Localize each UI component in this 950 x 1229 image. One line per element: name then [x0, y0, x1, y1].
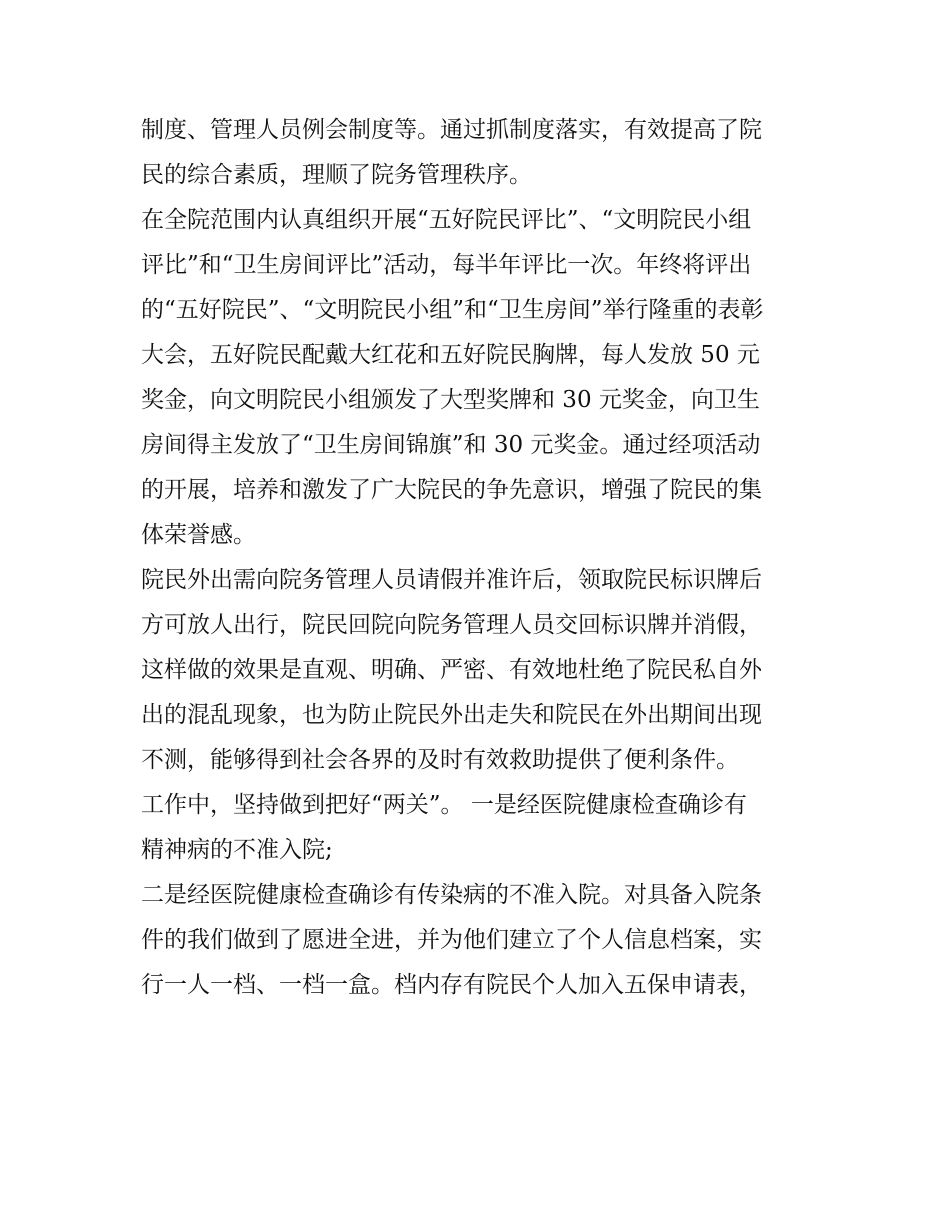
text-line: 奖金，向文明院民小组颁发了大型奖牌和 30 元奖金，向卫生	[141, 387, 760, 413]
text-line: 制度、管理人员例会制度等。通过抓制度落实，有效提高了院	[141, 117, 762, 143]
text-line: 工作中，坚持做到把好“两关”。 一是经医院健康检查确诊有	[141, 792, 747, 818]
document-body	[141, 108, 821, 1008]
text-line: 大会，五好院民配戴大红花和五好院民胸牌，每人发放 50 元	[141, 342, 760, 368]
paragraph-2	[141, 198, 821, 558]
text-line: 件的我们做到了愿进全进，并为他们建立了个人信息档案，实	[141, 927, 762, 953]
text-line: 评比”和“卫生房间评比”活动，每半年评比一次。年终将评出	[141, 252, 752, 278]
text-line: 在全院范围内认真组织开展“五好院民评比”、“文明院民小组	[141, 207, 752, 233]
text-line: 房间得主发放了“卫生房间锦旗”和 30 元奖金。通过经项活动	[141, 432, 761, 458]
text-line: 行一人一档、一档一盒。档内存有院民个人加入五保申请表，	[141, 972, 762, 998]
paragraph-5	[141, 873, 821, 1008]
paragraph-1	[141, 108, 821, 198]
text-line: 这样做的效果是直观、明确、严密、有效地杜绝了院民私自外	[141, 657, 762, 683]
text-line: 二是经医院健康检查确诊有传染病的不准入院。对具备入院条	[141, 882, 762, 908]
text-line: 的开展，培养和激发了广大院民的争先意识，增强了院民的集	[141, 477, 762, 503]
text-line: 不测，能够得到社会各界的及时有效救助提供了便利条件。	[141, 747, 739, 773]
text-line: 精神病的不准入院;	[141, 837, 333, 863]
text-line: 体荣誉感。	[141, 522, 256, 548]
paragraph-3	[141, 558, 821, 783]
text-line: 方可放人出行，院民回院向院务管理人员交回标识牌并消假，	[141, 612, 762, 638]
text-line: 的“五好院民”、“文明院民小组”和“卫生房间”举行隆重的表彰	[141, 297, 764, 323]
text-line: 民的综合素质，理顺了院务管理秩序。	[141, 162, 532, 188]
text-line: 院民外出需向院务管理人员请假并准许后，领取院民标识牌后	[141, 567, 762, 593]
paragraph-4	[141, 783, 821, 873]
text-line: 出的混乱现象，也为防止院民外出走失和院民在外出期间出现	[141, 702, 762, 728]
